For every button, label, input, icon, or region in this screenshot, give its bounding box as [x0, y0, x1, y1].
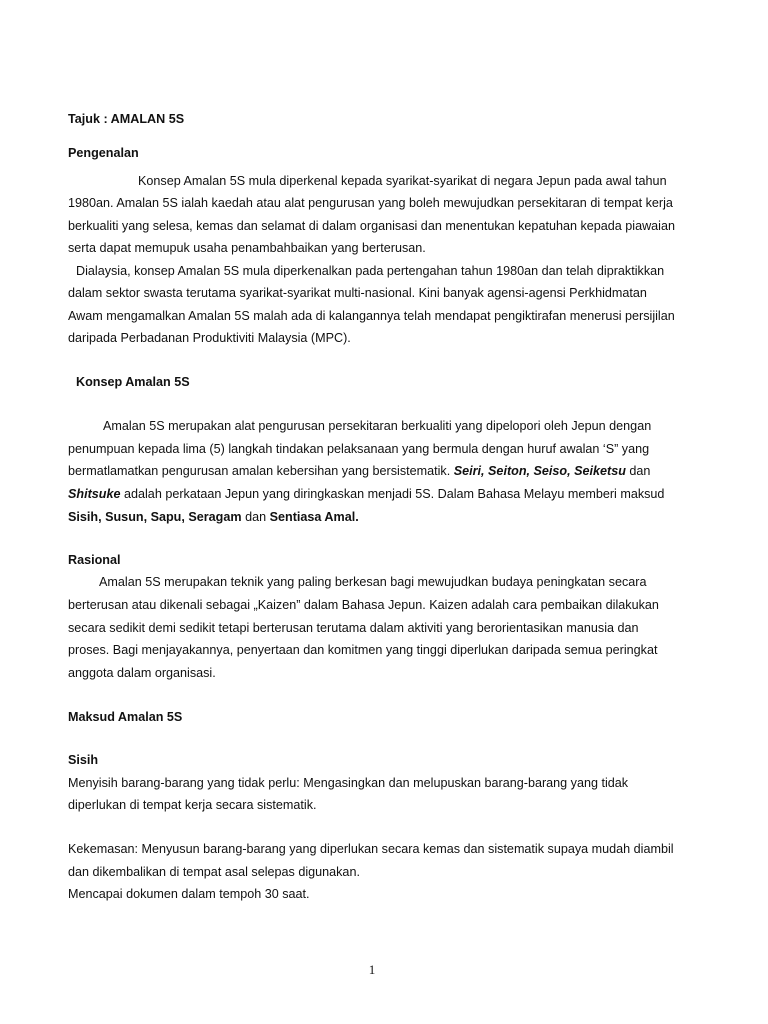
- document-title: Tajuk : AMALAN 5S: [68, 112, 185, 126]
- sisih-line: Menyisih barang-barang yang tidak perlu: Mengasingkan dan melupuskan barang-barang yang tidak: [68, 776, 629, 790]
- heading-sisih: Sisih: [68, 753, 99, 767]
- pengenalan-line: berkualiti yang selesa, kemas dan selamat di dalam organisasi dan menentukan kepatuhan kepada piawaian: [68, 219, 675, 233]
- konsep-text: bermatlamatkan pengurusan amalan kebersihan yang bersistematik.: [68, 464, 451, 478]
- pengenalan-line: serta dapat memupuk usaha penambahbaikan yang berterusan.: [68, 241, 426, 255]
- konsep-japanese-terms: Seiri, Seiton, Seiso, Seiketsu: [453, 464, 626, 478]
- rasional-line: berterusan atau dikenali sebagai „Kaizen” dalam Bahasa Jepun. Kaizen adalah cara pembaikan dilakukan: [68, 598, 659, 612]
- konsep-line: [68, 486, 678, 502]
- konsep-line: penumpuan kepada lima (5) langkah tindakan pelaksanaan yang bermula dengan huruf awalan ‘S” yang: [68, 442, 650, 456]
- pengenalan-line: Awam mengamalkan Amalan 5S malah ada di kalangannya telah mendapat pengiktirafan menerusi persijilan: [68, 309, 675, 323]
- konsep-malay-terms: Sisih, Susun, Sapu, Seragam: [68, 510, 242, 524]
- heading-maksud: Maksud Amalan 5S: [68, 710, 183, 724]
- pengenalan-line: Dialaysia, konsep Amalan 5S mula diperkenalkan pada pertengahan tahun 1980an dan telah dipraktikkan: [76, 264, 665, 278]
- konsep-text: dan: [629, 464, 651, 478]
- kekemasan-line: dan dikembalikan di tempat asal selepas digunakan.: [68, 865, 360, 879]
- konsep-malay-term: Sentiasa Amal.: [269, 510, 359, 524]
- sisih-line: diperlukan di tempat kerja secara sistematik.: [68, 798, 317, 812]
- konsep-line: [68, 509, 678, 525]
- rasional-line: proses. Bagi menjayakannya, penyertaan dan komitmen yang tinggi diperlukan daripada semua peringkat: [68, 643, 658, 657]
- pengenalan-line: daripada Perbadanan Produktiviti Malaysia (MPC).: [68, 331, 351, 345]
- rasional-line: Amalan 5S merupakan teknik yang paling berkesan bagi mewujudkan budaya peningkatan secara: [99, 575, 647, 589]
- page-number: 1: [368, 962, 376, 977]
- heading-konsep: Konsep Amalan 5S: [76, 375, 190, 389]
- pengenalan-line: 1980an. Amalan 5S ialah kaedah atau alat pengurusan yang boleh mewujudkan persekitaran di tempat kerja: [68, 196, 673, 210]
- pengenalan-line: Konsep Amalan 5S mula diperkenal kepada syarikat-syarikat di negara Jepun pada awal tahun: [138, 174, 667, 188]
- konsep-japanese-term: Shitsuke: [68, 487, 121, 501]
- rasional-line: secara sedikit demi sedikit tetapi berterusan terutama dalam aktiviti yang berorientasikan manusia dan: [68, 621, 639, 635]
- konsep-text: adalah perkataan Jepun yang diringkaskan menjadi 5S. Dalam Bahasa Melayu memberi maksud: [124, 487, 665, 501]
- konsep-line: [68, 463, 678, 479]
- konsep-text: dan: [245, 510, 267, 524]
- konsep-line: Amalan 5S merupakan alat pengurusan persekitaran berkualiti yang dipelopori oleh Jepun dengan: [103, 419, 652, 433]
- kekemasan-line: Mencapai dokumen dalam tempoh 30 saat.: [68, 887, 310, 901]
- kekemasan-line: Kekemasan: Menyusun barang-barang yang diperlukan secara kemas dan sistematik supaya mudah diambil: [68, 842, 674, 856]
- rasional-line: anggota dalam organisasi.: [68, 666, 216, 680]
- pengenalan-line: dalam sektor swasta terutama syarikat-syarikat multi-nasional. Kini banyak agensi-agensi Perkhidmatan: [68, 286, 647, 300]
- heading-pengenalan: Pengenalan: [68, 146, 139, 160]
- heading-rasional: Rasional: [68, 553, 121, 567]
